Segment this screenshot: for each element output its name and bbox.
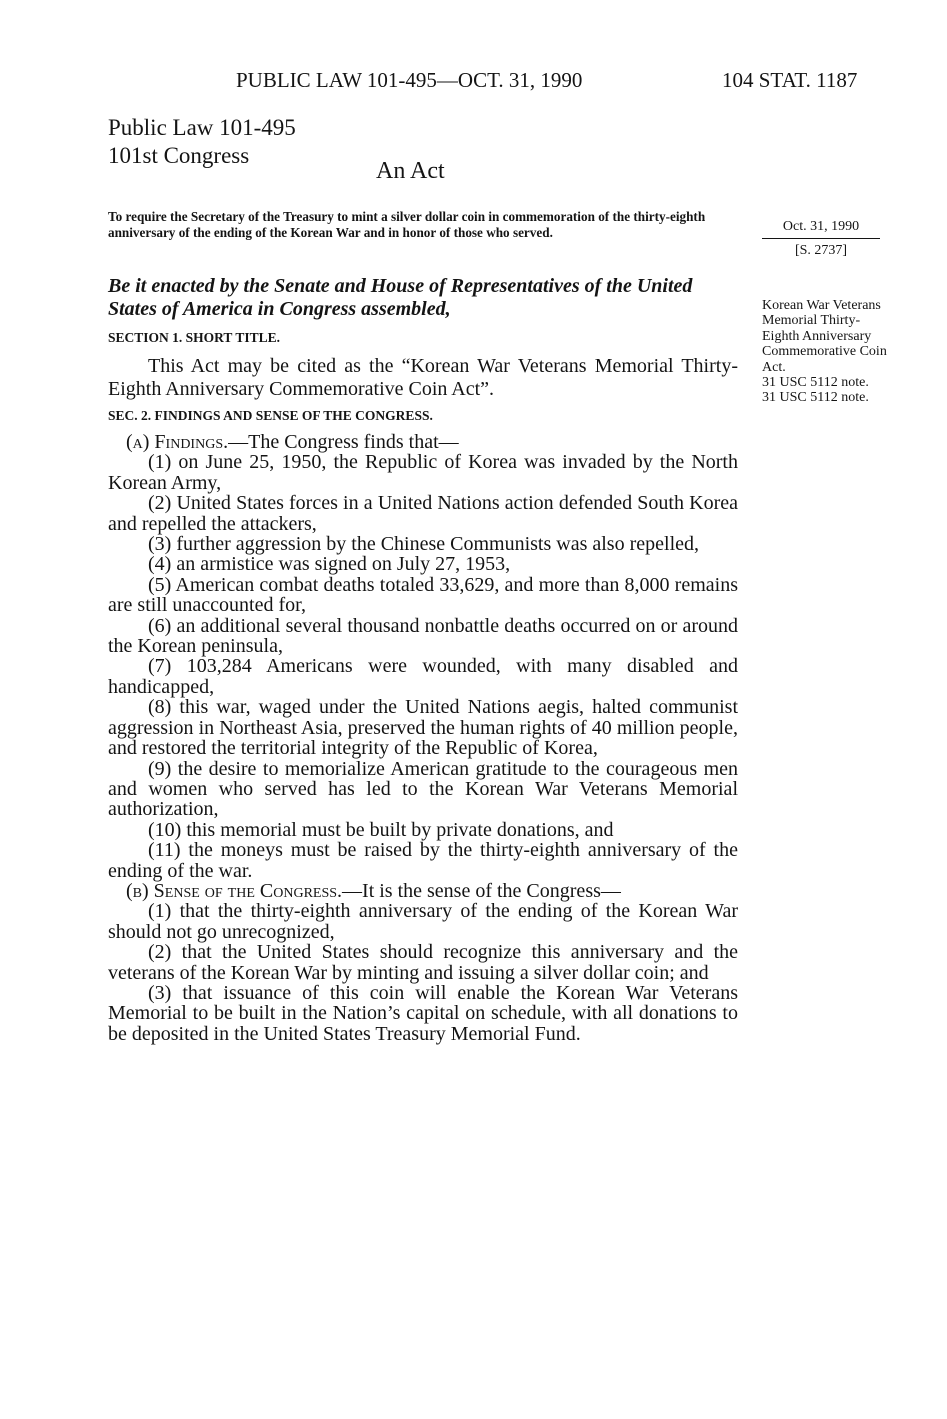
act-title: An Act	[376, 158, 445, 184]
subsection-b-intro	[108, 881, 738, 901]
approval-date: Oct. 31, 1990	[762, 219, 880, 239]
finding-item: (4) an armistice was signed on July 27, 1953,	[148, 553, 511, 576]
law-identification	[108, 114, 296, 170]
bill-number: [S. 2737]	[794, 243, 848, 258]
margin-note-short-title: Korean War Veterans Memorial Thirty-Eighth Anniversary Commemorative Coin Act.	[762, 298, 887, 375]
finding-item: (9) the desire to memorialize American gratitude to the courageous men and women who served has led to the Korean War Veterans Memorial authorization,	[108, 757, 738, 821]
purpose-statement: To require the Secretary of the Treasury to mint a silver dollar coin in commemoration of the thirty-eighth anniversary of the ending of the Korean War and in honor of those who served.	[108, 209, 706, 240]
enacting-clause: Be it enacted by the Senate and House of Representatives of the United States of America in Congress assembled,	[108, 275, 693, 320]
finding-item: (3) further aggression by the Chinese Communists was also repelled,	[148, 533, 699, 556]
sense-item: (2) that the United States should recognize this anniversary and the veterans of the Korean War by minting and issuing a silver dollar coin; and	[108, 941, 738, 984]
congress-number: 101st Congress	[108, 143, 250, 168]
finding-item: (6) an additional several thousand nonbattle deaths occurred on or around the Korean peninsula,	[108, 614, 738, 658]
sense-item: (1) that the thirty-eighth anniversary of the ending of the Korean War should not go unrecognized,	[108, 900, 738, 943]
margin-notes	[762, 298, 892, 406]
section-1-text: This Act may be cited as the “Korean War Veterans Memorial Thirty-Eighth Anniversary Commemorative Coin Act”.	[108, 355, 738, 400]
finding-item: (5) American combat deaths totaled 33,629, and more than 8,000 remains are still unaccounted for,	[108, 573, 738, 617]
finding-item: (7) 103,284 Americans were wounded, with many disabled and handicapped,	[108, 655, 738, 698]
subsection-a-intro	[108, 432, 738, 452]
section-2-heading: SEC. 2. FINDINGS AND SENSE OF THE CONGRESS.	[108, 408, 433, 423]
section-2-body	[108, 432, 738, 1044]
subsection-a-intro-text: —The Congress finds that—	[228, 431, 459, 453]
subsection-a-label: (a) Findings.	[126, 431, 229, 453]
finding-item: (2) United States forces in a United Nations action defended South Korea and repelled the attackers,	[108, 492, 738, 535]
subsection-b-intro-text: —It is the sense of the Congress—	[342, 879, 621, 902]
margin-note-usc: 31 USC 5112 note.	[762, 375, 869, 391]
finding-item: (1) on June 25, 1950, the Republic of Korea was invaded by the North Korean Army,	[108, 451, 738, 494]
finding-item: (11) the moneys must be raised by the thirty-eighth anniversary of the ending of the war.	[108, 839, 738, 882]
subsection-b-label: (b) Sense of the Congress.	[126, 879, 343, 902]
running-header	[0, 68, 947, 98]
sense-item: (3) that issuance of this coin will enable the Korean War Veterans Memorial to be built in the Nation’s capital on schedule, with all donations to be deposited in the United States Treasury Memorial Fund.	[108, 981, 738, 1045]
margin-approval	[762, 219, 880, 259]
header-law-date: PUBLIC LAW 101-495—OCT. 31, 1990	[236, 68, 583, 92]
margin-note-usc: 31 USC 5112 note.	[762, 390, 869, 406]
header-stat-page: 104 STAT. 1187	[722, 68, 858, 92]
finding-item: (10) this memorial must be built by private donations, and	[148, 818, 614, 841]
law-number: Public Law 101-495	[108, 115, 296, 140]
finding-item: (8) this war, waged under the United Nations aegis, halted communist aggression in Northeast Asia, preserved the human rights of 40 million people, and restored the territorial integrity of the Republic of Korea,	[108, 696, 738, 760]
section-1-heading: SECTION 1. SHORT TITLE.	[108, 330, 280, 345]
